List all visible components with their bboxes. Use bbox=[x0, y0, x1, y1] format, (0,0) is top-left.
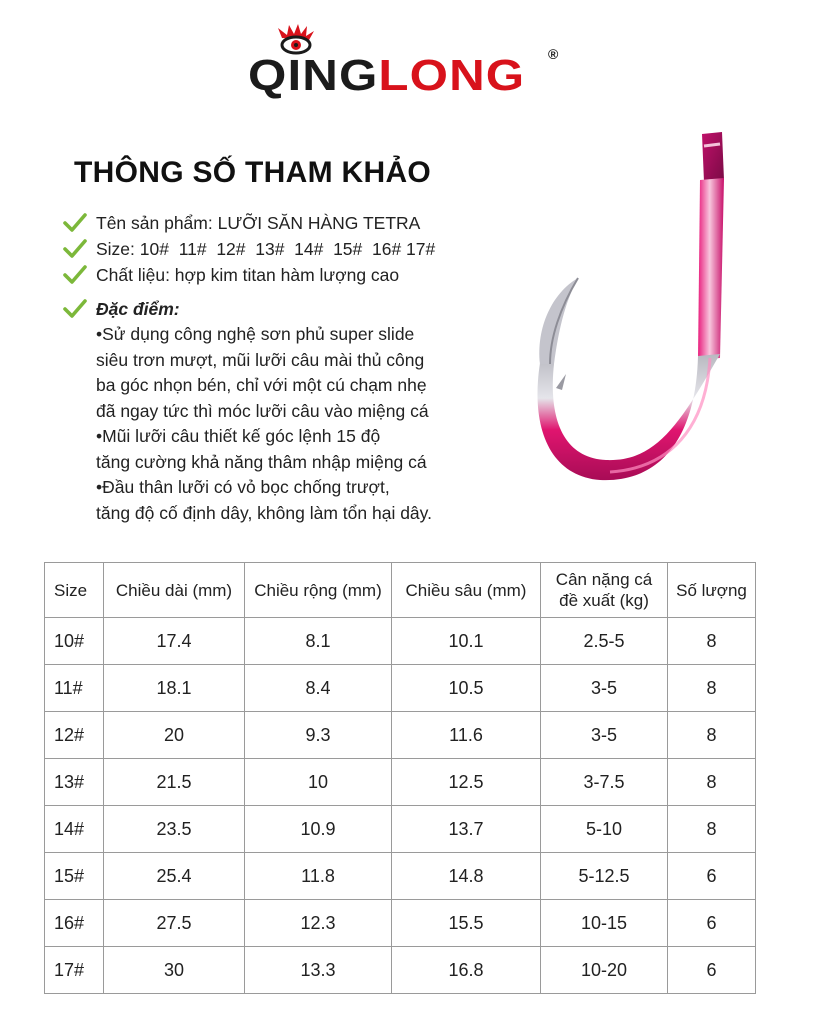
table-row bbox=[45, 665, 756, 712]
spec-item-text: Chất liệu: hợp kim titan hàm lượng cao bbox=[96, 265, 400, 285]
registered-mark: ® bbox=[548, 46, 559, 62]
column-header-length: Chiều dài (mm) bbox=[104, 563, 245, 618]
table-row bbox=[45, 806, 756, 853]
spec-table bbox=[44, 562, 756, 994]
cell-length: 30 bbox=[104, 947, 245, 994]
table-row bbox=[45, 853, 756, 900]
cell-fish-weight: 10-15 bbox=[541, 900, 668, 947]
cell-size: 14# bbox=[45, 806, 104, 853]
cell-quantity: 6 bbox=[668, 900, 756, 947]
cell-length: 18.1 bbox=[104, 665, 245, 712]
spec-list bbox=[62, 210, 532, 526]
cell-depth: 15.5 bbox=[392, 900, 541, 947]
cell-length: 23.5 bbox=[104, 806, 245, 853]
cell-fish-weight: 3-5 bbox=[541, 712, 668, 759]
cell-width: 12.3 bbox=[245, 900, 392, 947]
cell-quantity: 8 bbox=[668, 759, 756, 806]
cell-length: 17.4 bbox=[104, 618, 245, 665]
cell-width: 10 bbox=[245, 759, 392, 806]
table-header-row bbox=[45, 563, 756, 618]
table-row bbox=[45, 618, 756, 665]
table-row bbox=[45, 900, 756, 947]
fishing-hook-image bbox=[520, 128, 740, 508]
cell-length: 27.5 bbox=[104, 900, 245, 947]
spec-item-text: Size: 10# 11# 12# 13# 14# 15# 16# 17# bbox=[96, 239, 436, 259]
brand-logo bbox=[248, 24, 578, 100]
spec-item-material bbox=[62, 262, 532, 288]
check-icon bbox=[62, 296, 88, 322]
logo-wordmark-dark: QING bbox=[248, 51, 379, 100]
logo-wordmark-red: LONG bbox=[378, 51, 526, 100]
cell-depth: 12.5 bbox=[392, 759, 541, 806]
cell-depth: 14.8 bbox=[392, 853, 541, 900]
cell-fish-weight: 3-7.5 bbox=[541, 759, 668, 806]
cell-fish-weight: 2.5-5 bbox=[541, 618, 668, 665]
cell-width: 8.4 bbox=[245, 665, 392, 712]
cell-size: 10# bbox=[45, 618, 104, 665]
cell-quantity: 6 bbox=[668, 947, 756, 994]
cell-depth: 13.7 bbox=[392, 806, 541, 853]
cell-quantity: 8 bbox=[668, 618, 756, 665]
cell-size: 16# bbox=[45, 900, 104, 947]
cell-quantity: 8 bbox=[668, 665, 756, 712]
spec-item-product-name bbox=[62, 210, 532, 236]
cell-depth: 11.6 bbox=[392, 712, 541, 759]
cell-fish-weight: 5-12.5 bbox=[541, 853, 668, 900]
cell-length: 20 bbox=[104, 712, 245, 759]
check-icon bbox=[62, 236, 88, 262]
spec-item-size bbox=[62, 236, 532, 262]
cell-width: 9.3 bbox=[245, 712, 392, 759]
cell-quantity: 8 bbox=[668, 712, 756, 759]
table-row bbox=[45, 947, 756, 994]
spec-item-text: Tên sản phẩm: LƯỠI SĂN HÀNG TETRA bbox=[96, 213, 421, 233]
cell-size: 13# bbox=[45, 759, 104, 806]
section-title: THÔNG SỐ THAM KHẢO bbox=[74, 156, 432, 189]
column-header-size: Size bbox=[45, 563, 104, 618]
cell-size: 15# bbox=[45, 853, 104, 900]
table-row bbox=[45, 759, 756, 806]
cell-quantity: 6 bbox=[668, 853, 756, 900]
cell-depth: 16.8 bbox=[392, 947, 541, 994]
cell-width: 8.1 bbox=[245, 618, 392, 665]
column-header-quantity: Số lượng bbox=[668, 563, 756, 618]
column-header-fish-weight: Cân nặng cá đề xuất (kg) bbox=[541, 563, 668, 618]
cell-size: 17# bbox=[45, 947, 104, 994]
cell-size: 11# bbox=[45, 665, 104, 712]
table-body bbox=[45, 618, 756, 994]
cell-width: 13.3 bbox=[245, 947, 392, 994]
spec-item-features bbox=[62, 296, 532, 322]
logo-wordmark bbox=[248, 51, 526, 100]
check-icon bbox=[62, 210, 88, 236]
column-header-width: Chiều rộng (mm) bbox=[245, 563, 392, 618]
cell-depth: 10.5 bbox=[392, 665, 541, 712]
cell-quantity: 8 bbox=[668, 806, 756, 853]
cell-depth: 10.1 bbox=[392, 618, 541, 665]
table-row bbox=[45, 712, 756, 759]
features-body: •Sử dụng công nghệ sơn phủ super slide siêu trơn mượt, mũi lưỡi câu mài thủ công ba góc nhọn bén, chỉ với một cú chạm nhẹ đã ngay tức thì móc lưỡi câu vào miệng cá •Mũi lưỡi câu thiết kế góc lệnh 15 độ tăng cường khả năng thâm nhập miệng cá •Đầu thân lưỡi có vỏ bọc chống trượt, tăng độ cố định dây, không làm tổn hại dây. bbox=[96, 324, 432, 523]
cell-length: 21.5 bbox=[104, 759, 245, 806]
features-title: Đặc điểm: bbox=[96, 299, 180, 319]
cell-fish-weight: 5-10 bbox=[541, 806, 668, 853]
cell-length: 25.4 bbox=[104, 853, 245, 900]
cell-width: 11.8 bbox=[245, 853, 392, 900]
cell-fish-weight: 3-5 bbox=[541, 665, 668, 712]
check-icon bbox=[62, 262, 88, 288]
cell-width: 10.9 bbox=[245, 806, 392, 853]
cell-fish-weight: 10-20 bbox=[541, 947, 668, 994]
cell-size: 12# bbox=[45, 712, 104, 759]
column-header-depth: Chiều sâu (mm) bbox=[392, 563, 541, 618]
